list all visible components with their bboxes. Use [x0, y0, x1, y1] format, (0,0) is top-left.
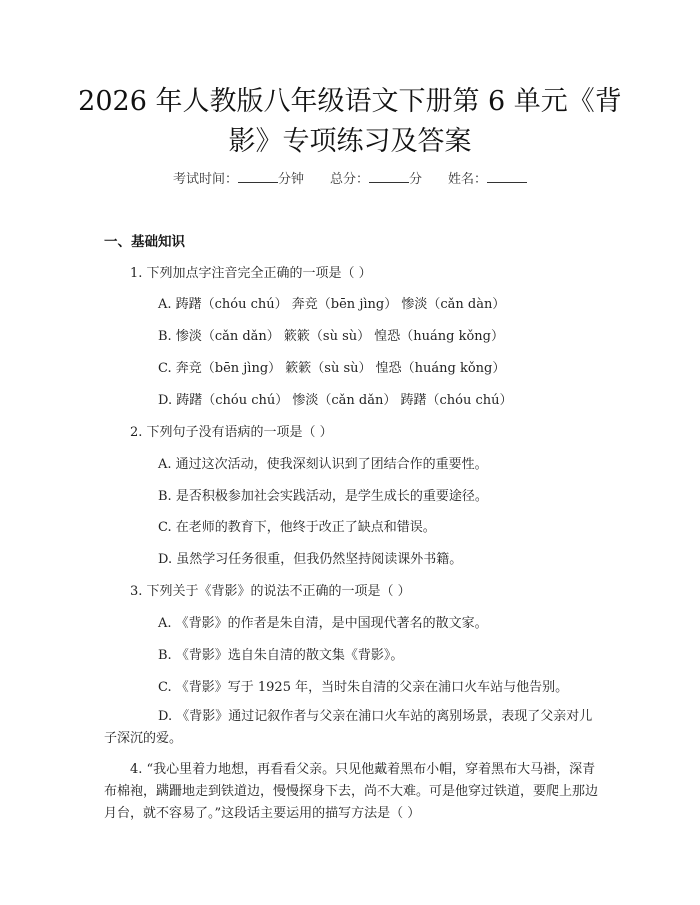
title-line-2: 影》专项练习及答案: [228, 126, 472, 157]
section-heading: 一、基础知识: [104, 234, 185, 250]
question-1-option-a: A. 踌躇（chóu chú） 奔竞（bēn jìng） 惨淡（cǎn dàn）: [158, 297, 506, 312]
question-4-stem: 4. “我心里着力地想，再看看父亲。只见他戴着黑布小帽，穿着黑布大马褂，深青布棉袍，蹒跚地走到铁道边，慢慢探身下去，尚不大难。可是他穿过铁道，要爬上那边月台，就不容易了。”这段话主要运用的描写方法是（ ）: [104, 762, 599, 821]
time-unit: 分钟: [277, 172, 304, 187]
question-2-option-d: D. 虽然学习任务很重，但我仍然坚持阅读课外书籍。: [158, 552, 463, 567]
name-blank[interactable]: [487, 169, 527, 183]
question-2-option-b: B. 是否积极参加社会实践活动，是学生成长的重要途径。: [158, 489, 488, 504]
time-blank[interactable]: [238, 169, 278, 183]
score-unit: 分: [409, 172, 423, 187]
question-3-stem: 3. 下列关于《背影》的说法不正确的一项是（ ）: [130, 584, 411, 599]
question-1-stem: 1. 下列加点字注音完全正确的一项是（ ）: [130, 266, 372, 281]
question-3-option-d: D. 《背影》通过记叙作者与父亲在浦口火车站的离别场景，表现了父亲对儿子深沉的爱。: [104, 709, 593, 746]
name-label: 姓名：: [448, 172, 488, 187]
title-line-1: 2026 年人教版八年级语文下册第 6 单元《背: [78, 86, 622, 117]
score-blank[interactable]: [369, 169, 409, 183]
question-2-option-a: A. 通过这次活动，使我深刻认识到了团结合作的重要性。: [158, 457, 488, 472]
question-3-option-a: A. 《背影》的作者是朱自清，是中国现代著名的散文家。: [158, 616, 488, 631]
question-2-option-c: C. 在老师的教育下，他终于改正了缺点和错误。: [158, 520, 436, 535]
time-label: 考试时间：: [172, 172, 238, 187]
exam-meta: [0, 168, 700, 187]
score-label: 总分：: [329, 172, 369, 187]
question-3-option-b: B. 《背影》选自朱自清的散文集《背影》。: [158, 648, 404, 663]
question-2-stem: 2. 下列句子没有语病的一项是（ ）: [130, 425, 333, 440]
question-3-option-c: C. 《背影》写于 1925 年，当时朱自清的父亲在浦口火车站与他告别。: [158, 680, 569, 695]
question-1-option-d: D. 踌躇（chóu chú） 惨淡（cǎn dǎn） 踌躇（chóu chú）: [158, 393, 513, 408]
question-1-option-c: C. 奔竞（bēn jìng） 簌簌（sù sù） 惶恐（huáng kǒng）: [158, 361, 506, 376]
page-title: [60, 82, 640, 162]
question-1-option-b: B. 惨淡（cǎn dǎn） 簌簌（sù sù） 惶恐（huáng kǒng）: [158, 329, 505, 344]
